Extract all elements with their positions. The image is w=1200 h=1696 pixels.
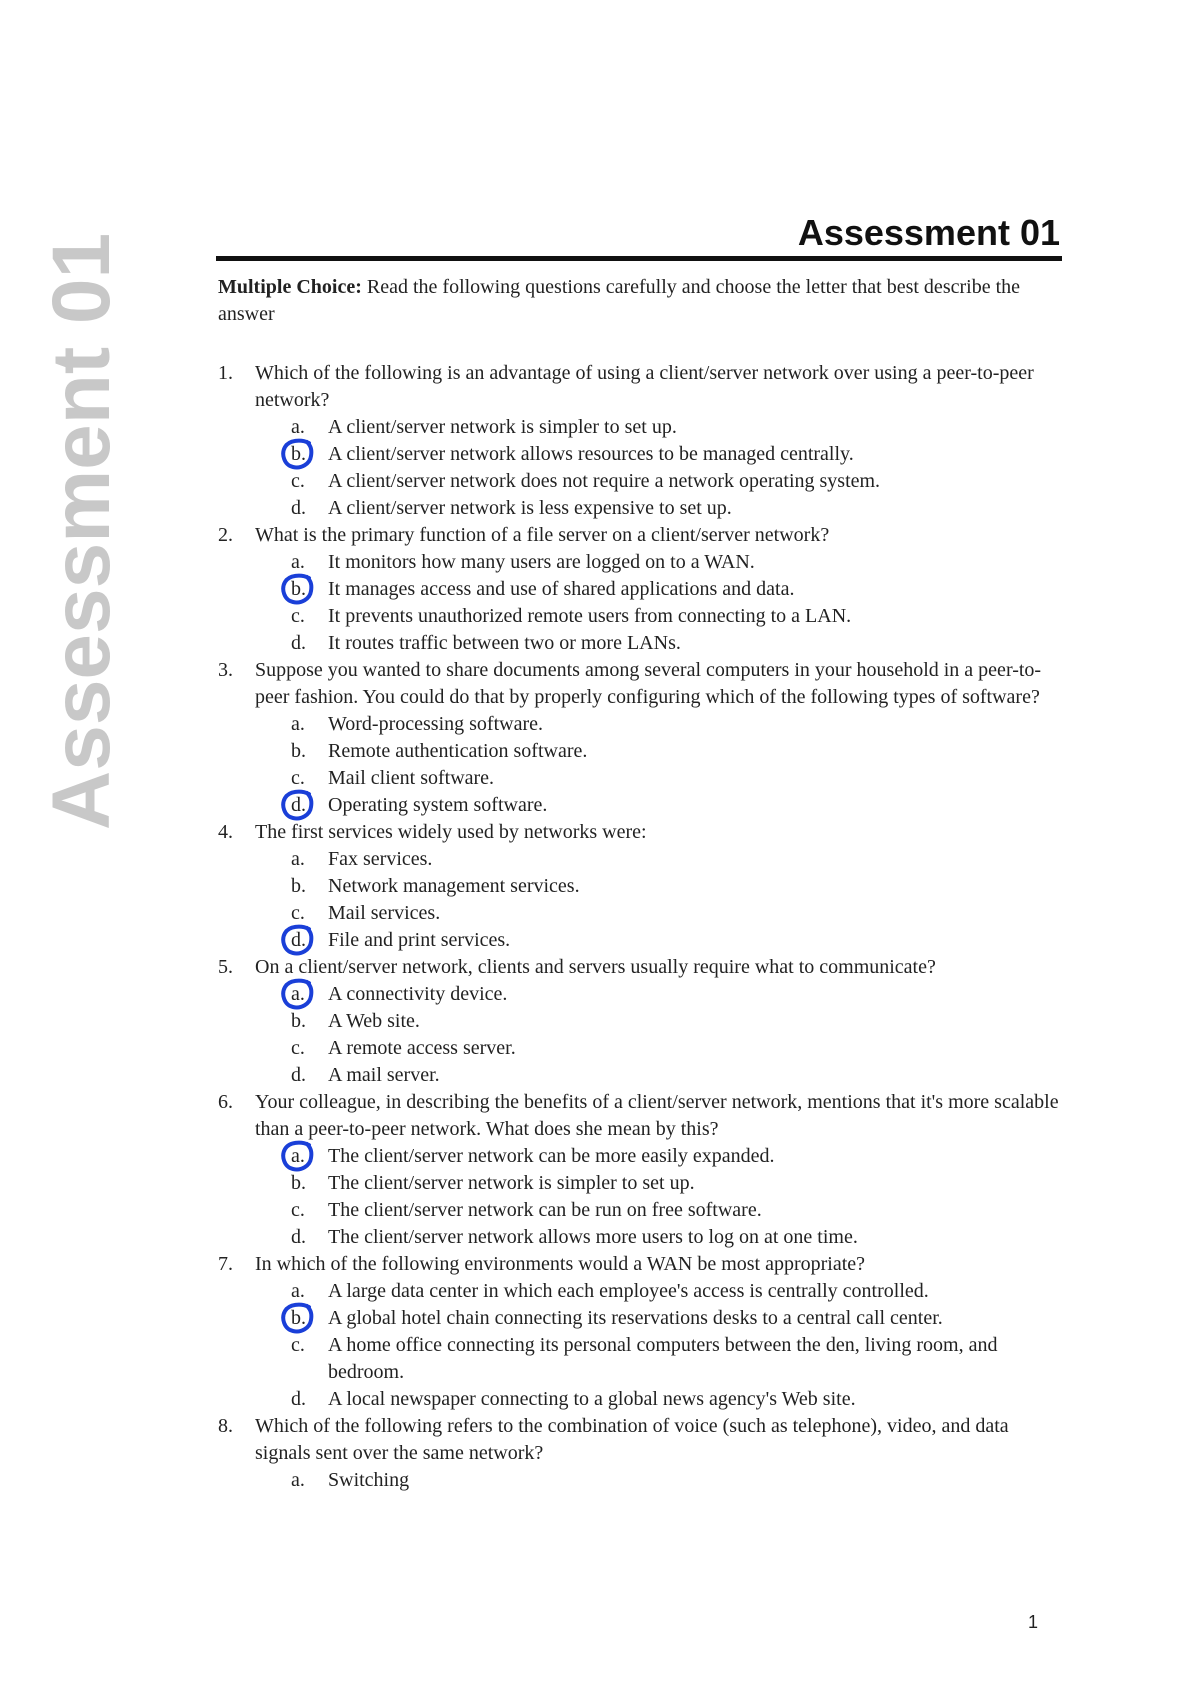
question-text: Suppose you wanted to share documents among several computers in your household in a peer-to-peer fashion. You could do that by properly configuring which of the following types of software? [255, 659, 1042, 708]
option-text: A Web site. [328, 1010, 420, 1032]
question-text: In which of the following environments would a WAN be most appropriate? [255, 1253, 866, 1275]
option-letter: d. [291, 1388, 306, 1410]
option-letter: c. [291, 1334, 305, 1356]
question-text: The first services widely used by networks were: [255, 821, 647, 843]
answer-option [255, 981, 1060, 1008]
option-text: A home office connecting its personal computers between the den, living room, and bedroom. [328, 1334, 998, 1383]
page-number: 1 [1028, 1612, 1039, 1632]
question-number: 7. [218, 1253, 233, 1275]
question-text: On a client/server network, clients and servers usually require what to communicate? [255, 956, 936, 978]
option-text: A connectivity device. [328, 983, 508, 1005]
question-number: 5. [218, 956, 233, 978]
question-number: 4. [218, 821, 233, 843]
option-letter: a. [291, 416, 305, 438]
answer-option [255, 1035, 1060, 1062]
option-letter: a. [291, 551, 305, 573]
option-letter: b. [291, 1307, 306, 1329]
answer-option [255, 900, 1060, 927]
option-letter: a. [291, 713, 305, 735]
option-text: A client/server network is simpler to set up. [328, 416, 677, 438]
option-text: It prevents unauthorized remote users from connecting to a LAN. [328, 605, 852, 627]
answer-option [255, 495, 1060, 522]
option-letter: d. [291, 929, 306, 951]
side-title: Assessment 01 [36, 232, 127, 830]
option-letter: b. [291, 1010, 306, 1032]
option-text: It routes traffic between two or more LANs. [328, 632, 681, 654]
option-letter: d. [291, 794, 306, 816]
option-letter: b. [291, 875, 306, 897]
option-text: The client/server network can be run on free software. [328, 1199, 762, 1221]
option-text: It manages access and use of shared applications and data. [328, 578, 795, 600]
option-text: A global hotel chain connecting its reservations desks to a central call center. [328, 1307, 943, 1329]
option-letter: b. [291, 578, 306, 600]
answer-option [255, 1467, 1060, 1494]
answer-option [255, 1062, 1060, 1089]
page-title: Assessment 01 [797, 212, 1060, 253]
option-text: Mail services. [328, 902, 441, 924]
option-letter: c. [291, 605, 305, 627]
answer-option [255, 1197, 1060, 1224]
option-text: Operating system software. [328, 794, 548, 816]
option-text: A client/server network does not require a network operating system. [328, 470, 881, 492]
option-letter: c. [291, 902, 305, 924]
answer-option [255, 846, 1060, 873]
answer-option [255, 576, 1060, 603]
answer-option [255, 792, 1060, 819]
answer-option [255, 441, 1060, 468]
answer-option [255, 630, 1060, 657]
question-5 [218, 954, 1060, 1089]
answer-option [255, 1305, 1060, 1332]
answer-option [255, 873, 1060, 900]
option-letter: b. [291, 1172, 306, 1194]
question-text: Which of the following is an advantage of using a client/server network over using a peer-to-peer network? [255, 362, 1034, 411]
option-letter: c. [291, 767, 305, 789]
answer-option [255, 1332, 1060, 1386]
option-text: A large data center in which each employee's access is centrally controlled. [328, 1280, 929, 1302]
question-number: 6. [218, 1091, 233, 1113]
question-list [218, 360, 1060, 1494]
option-letter: a. [291, 1280, 305, 1302]
answer-option [255, 927, 1060, 954]
answer-option [255, 1170, 1060, 1197]
option-text: Remote authentication software. [328, 740, 588, 762]
question-number: 8. [218, 1415, 233, 1437]
answer-option [255, 603, 1060, 630]
question-number: 1. [218, 362, 233, 384]
option-text: Network management services. [328, 875, 580, 897]
option-letter: d. [291, 1226, 306, 1248]
option-letter: d. [291, 632, 306, 654]
option-letter: b. [291, 740, 306, 762]
answer-option [255, 1008, 1060, 1035]
option-text: Switching [328, 1469, 410, 1491]
option-text: A remote access server. [328, 1037, 516, 1059]
option-letter: c. [291, 1037, 305, 1059]
option-letter: a. [291, 848, 305, 870]
option-text: It monitors how many users are logged on to a WAN. [328, 551, 755, 573]
option-letter: c. [291, 470, 305, 492]
question-text: What is the primary function of a file server on a client/server network? [255, 524, 830, 546]
question-8 [218, 1413, 1060, 1494]
option-text: A mail server. [328, 1064, 440, 1086]
option-letter: b. [291, 443, 306, 465]
question-1 [218, 360, 1060, 522]
question-text: Your colleague, in describing the benefits of a client/server network, mentions that it's more scalable than a peer-to-peer network. What does she mean by this? [255, 1091, 1059, 1140]
answer-option [255, 1143, 1060, 1170]
option-text: A client/server network is less expensive to set up. [328, 497, 732, 519]
title-rule [216, 256, 1062, 261]
document-body [218, 274, 1060, 1494]
answer-option [255, 1386, 1060, 1413]
question-2 [218, 522, 1060, 657]
option-text: Fax services. [328, 848, 433, 870]
option-text: File and print services. [328, 929, 511, 951]
option-letter: c. [291, 1199, 305, 1221]
option-text: The client/server network is simpler to set up. [328, 1172, 695, 1194]
option-text: A client/server network allows resources to be managed centrally. [328, 443, 854, 465]
answer-option [255, 1278, 1060, 1305]
answer-option [255, 765, 1060, 792]
option-text: Mail client software. [328, 767, 495, 789]
question-text: Which of the following refers to the combination of voice (such as telephone), video, and data signals sent over the same network? [255, 1415, 1009, 1464]
option-letter: d. [291, 497, 306, 519]
option-letter: a. [291, 983, 305, 1005]
question-6 [218, 1089, 1060, 1251]
answer-option [255, 414, 1060, 441]
answer-option [255, 549, 1060, 576]
question-number: 2. [218, 524, 233, 546]
question-4 [218, 819, 1060, 954]
instructions-label: Multiple Choice: [218, 276, 362, 298]
answer-option [255, 1224, 1060, 1251]
question-3 [218, 657, 1060, 819]
option-text: A local newspaper connecting to a global news agency's Web site. [328, 1388, 856, 1410]
option-letter: a. [291, 1469, 305, 1491]
option-letter: d. [291, 1064, 306, 1086]
option-text: The client/server network allows more users to log on at one time. [328, 1226, 858, 1248]
question-7 [218, 1251, 1060, 1413]
option-letter: a. [291, 1145, 305, 1167]
answer-option [255, 711, 1060, 738]
answer-option [255, 738, 1060, 765]
option-text: Word-processing software. [328, 713, 543, 735]
option-text: The client/server network can be more easily expanded. [328, 1145, 775, 1167]
question-number: 3. [218, 659, 233, 681]
answer-option [255, 468, 1060, 495]
instructions-text: Read the following questions carefully and choose the letter that best describe the answer [218, 276, 1020, 325]
instructions [218, 274, 1060, 328]
